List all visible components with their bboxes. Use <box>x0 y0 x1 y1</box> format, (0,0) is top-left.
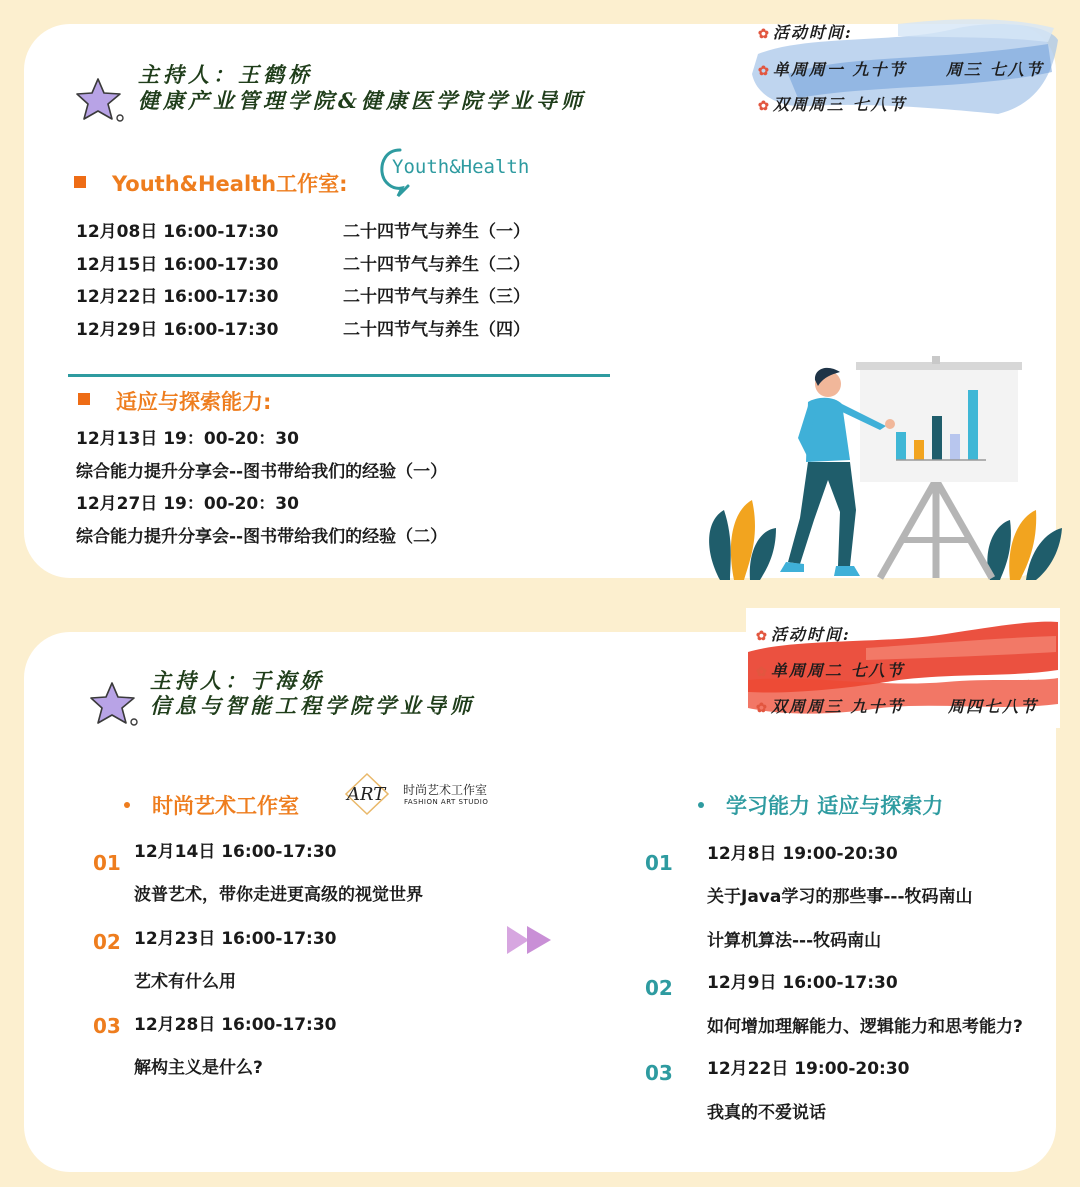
schedule-line-odd-second: 周三 七八节 <box>946 60 1044 79</box>
item-date: 12月28日 16:00-17:30 <box>134 1015 337 1035</box>
item-number: 01 <box>645 851 673 875</box>
presenter-illustration <box>700 350 1070 582</box>
session-topic: 二十四节气与养生（一） <box>343 222 530 242</box>
adapt-topic: 综合能力提升分享会--图书带给我们的经验（二） <box>76 527 448 547</box>
art-logo-text: ART <box>347 784 386 805</box>
learning-title: 学习能力 适应与探索力 <box>726 794 944 818</box>
schedule-title: ✿ 活动时间: <box>758 23 853 42</box>
star-icon <box>90 680 140 728</box>
fashion-studio-title: 时尚艺术工作室 <box>152 794 299 818</box>
schedule-line-even: ✿ 双周周三 九十节 <box>756 697 905 716</box>
adapt-date: 12月27日 19：00-20：30 <box>76 494 299 514</box>
square-bullet-icon <box>78 393 90 405</box>
art-logo-cn: 时尚艺术工作室 <box>403 783 488 797</box>
double-arrow-icon <box>505 924 553 956</box>
item-topic: 关于Java学习的那些事---牧码南山 <box>707 887 973 907</box>
flower-icon: ✿ <box>758 27 771 42</box>
item-number: 03 <box>645 1061 673 1085</box>
dot-bullet-icon <box>124 802 130 808</box>
square-bullet-icon <box>74 176 86 188</box>
schedule-line-even: ✿ 双周周三 七八节 <box>758 95 907 114</box>
session-date: 12月15日 16:00-17:30 <box>76 255 279 275</box>
item-topic: 艺术有什么用 <box>134 972 236 992</box>
schedule-line-odd: ✿ 单周周一 九十节 <box>758 60 907 79</box>
item-topic: 计算机算法---牧码南山 <box>707 931 882 951</box>
section-divider <box>68 374 610 377</box>
item-date: 12月23日 16:00-17:30 <box>134 929 337 949</box>
session-topic: 二十四节气与养生（二） <box>343 255 530 275</box>
item-topic: 波普艺术，带你走进更高级的视觉世界 <box>134 885 423 905</box>
host-title: 信息与智能工程学院学业导师 <box>150 693 475 718</box>
item-number: 01 <box>93 851 121 875</box>
flower-icon: ✿ <box>756 701 769 716</box>
host-title: 健康产业管理学院&健康医学院学业导师 <box>138 88 586 113</box>
adapt-title: 适应与探索能力: <box>116 390 272 414</box>
item-topic: 如何增加理解能力、逻辑能力和思考能力? <box>707 1017 1023 1037</box>
session-date: 12月08日 16:00-17:30 <box>76 222 279 242</box>
schedule-title: ✿ 活动时间: <box>756 625 851 644</box>
item-date: 12月9日 16:00-17:30 <box>707 973 898 993</box>
dot-bullet-icon <box>698 802 704 808</box>
adapt-topic: 综合能力提升分享会--图书带给我们的经验（一） <box>76 462 448 482</box>
schedule-line-even-second: 周四七八节 <box>948 697 1039 716</box>
item-number: 02 <box>93 930 121 954</box>
item-topic: 我真的不爱说话 <box>707 1103 826 1123</box>
item-topic: 解构主义是什么? <box>134 1058 263 1078</box>
host-name: 主持人：王鹤桥 <box>138 62 313 87</box>
studio-title: Youth&Health工作室: <box>112 172 348 196</box>
item-date: 12月14日 16:00-17:30 <box>134 842 337 862</box>
session-date: 12月22日 16:00-17:30 <box>76 287 279 307</box>
flower-icon: ✿ <box>758 99 771 114</box>
flower-icon: ✿ <box>756 665 769 680</box>
star-icon <box>76 76 126 124</box>
item-date: 12月22日 19:00-20:30 <box>707 1059 910 1079</box>
schedule-line-odd: ✿ 单周周二 七八节 <box>756 661 905 680</box>
item-number: 02 <box>645 976 673 1000</box>
session-date: 12月29日 16:00-17:30 <box>76 320 279 340</box>
session-topic: 二十四节气与养生（三） <box>343 287 530 307</box>
item-number: 03 <box>93 1014 121 1038</box>
item-date: 12月8日 19:00-20:30 <box>707 844 898 864</box>
host-name: 主持人：于海娇 <box>150 668 325 693</box>
youth-health-logo-text: Youth&Health <box>392 156 530 178</box>
flower-icon: ✿ <box>756 629 769 644</box>
flower-icon: ✿ <box>758 64 771 79</box>
session-topic: 二十四节气与养生（四） <box>343 320 530 340</box>
adapt-date: 12月13日 19：00-20：30 <box>76 429 299 449</box>
art-logo-en: FASHION ART STUDIO <box>404 798 489 806</box>
